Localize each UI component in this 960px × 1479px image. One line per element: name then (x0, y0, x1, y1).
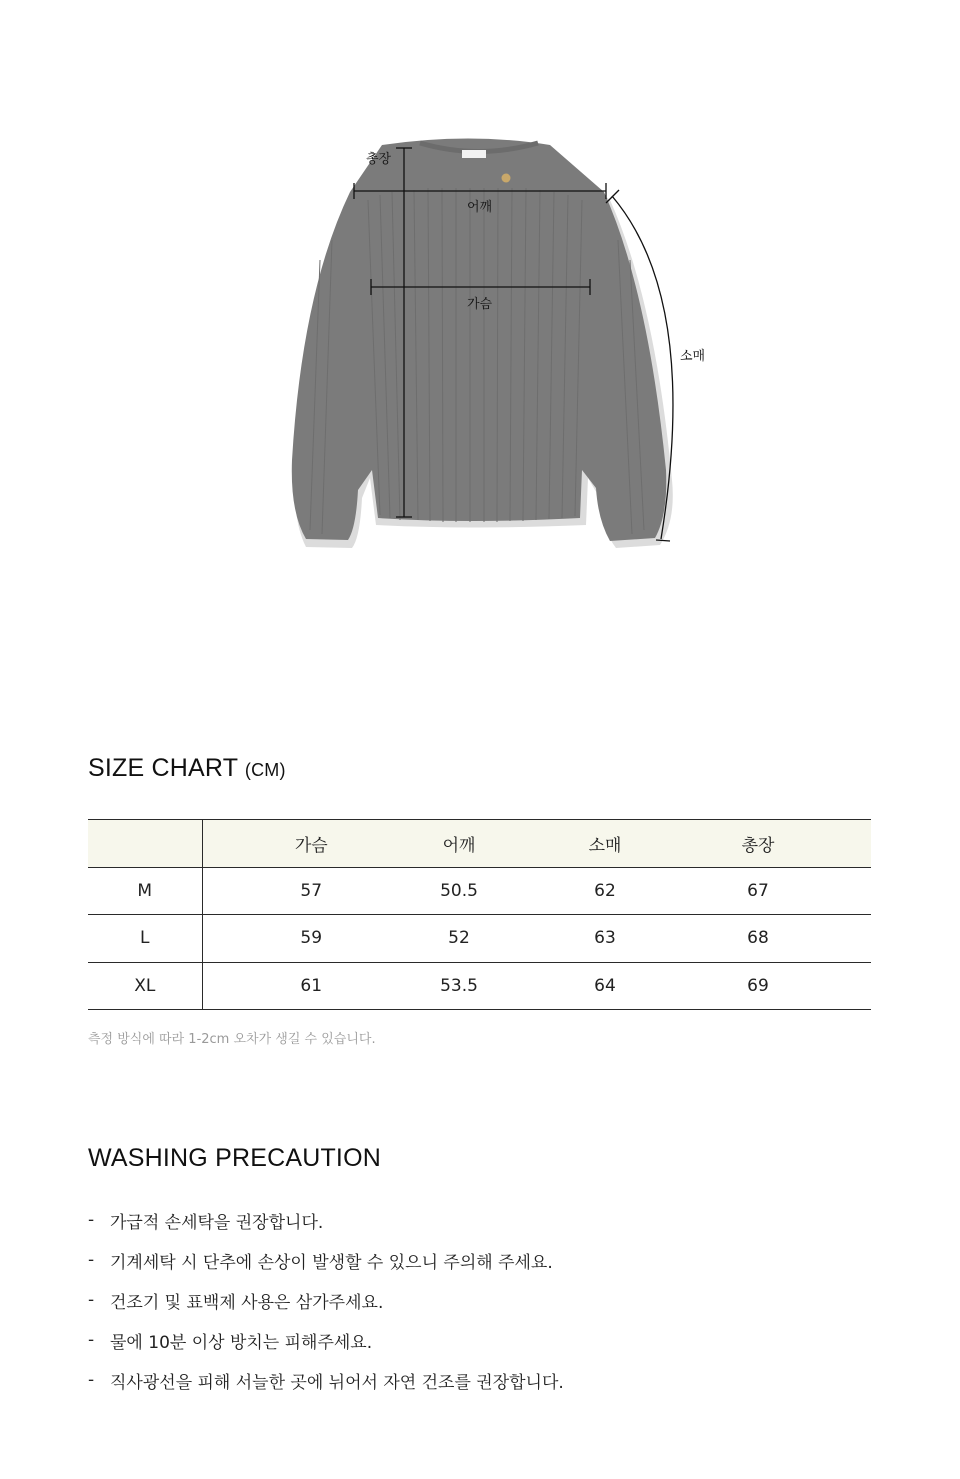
spacer-cell (804, 962, 871, 1010)
list-item (88, 1280, 564, 1320)
value-cell: 68 (712, 915, 804, 963)
list-item (88, 1240, 564, 1280)
washing-list (88, 1200, 564, 1400)
size-chart-title (88, 754, 286, 783)
value-cell: 63 (498, 915, 712, 963)
value-cell: 62 (498, 867, 712, 915)
size-cell: XL (88, 962, 202, 1010)
header-cell-shoulder: 어깨 (420, 820, 498, 868)
spacer-cell (804, 867, 871, 915)
measurement-note: 측정 방식에 따라 1-2cm 오차가 생길 수 있습니다. (88, 1032, 376, 1047)
value-cell: 59 (202, 915, 420, 963)
value-cell: 69 (712, 962, 804, 1010)
list-item (88, 1200, 564, 1240)
value-cell: 50.5 (420, 867, 498, 915)
list-dash: - (88, 1210, 95, 1230)
value-cell: 64 (498, 962, 712, 1010)
value-cell: 57 (202, 867, 420, 915)
list-item-text: 기계세탁 시 단추에 손상이 발생할 수 있으니 주의해 주세요. (110, 1252, 553, 1273)
list-item (88, 1360, 564, 1400)
spacer-cell (804, 915, 871, 963)
value-cell: 61 (202, 962, 420, 1010)
total-length-label: 총장 (366, 152, 392, 167)
list-item-text: 물에 10분 이상 방치는 피해주세요. (110, 1332, 373, 1353)
list-item-text: 직사광선을 피해 서늘한 곳에 뉘어서 자연 건조를 권장합니다. (110, 1372, 564, 1393)
list-dash: - (88, 1250, 95, 1270)
size-chart-header-row (88, 820, 871, 868)
list-item-text: 가급적 손세탁을 권장합니다. (110, 1212, 324, 1233)
list-dash: - (88, 1290, 95, 1310)
measurement-diagram (0, 0, 960, 600)
list-dash: - (88, 1370, 95, 1390)
chest-label: 가슴 (467, 297, 493, 312)
value-cell: 53.5 (420, 962, 498, 1010)
size-cell: M (88, 867, 202, 915)
header-cell-sleeve: 소매 (498, 820, 712, 868)
value-cell: 67 (712, 867, 804, 915)
size-chart-table (88, 819, 871, 1010)
header-cell-spacer (804, 820, 871, 868)
size-cell: L (88, 915, 202, 963)
header-cell-chest: 가슴 (202, 820, 420, 868)
washing-title: WASHING PRECAUTION (88, 1144, 381, 1172)
size-chart-title-text: SIZE CHART (88, 754, 238, 782)
table-row (88, 915, 871, 963)
size-chart-unit: (CM) (244, 760, 286, 780)
list-item-text: 건조기 및 표백제 사용은 삼가주세요. (110, 1292, 384, 1313)
header-cell-size (88, 820, 202, 868)
table-row (88, 962, 871, 1010)
sleeve-label: 소매 (680, 349, 706, 364)
table-row (88, 867, 871, 915)
shoulder-label: 어깨 (467, 200, 493, 215)
list-dash: - (88, 1330, 95, 1350)
value-cell: 52 (420, 915, 498, 963)
header-cell-total-length: 총장 (712, 820, 804, 868)
list-item (88, 1320, 564, 1360)
